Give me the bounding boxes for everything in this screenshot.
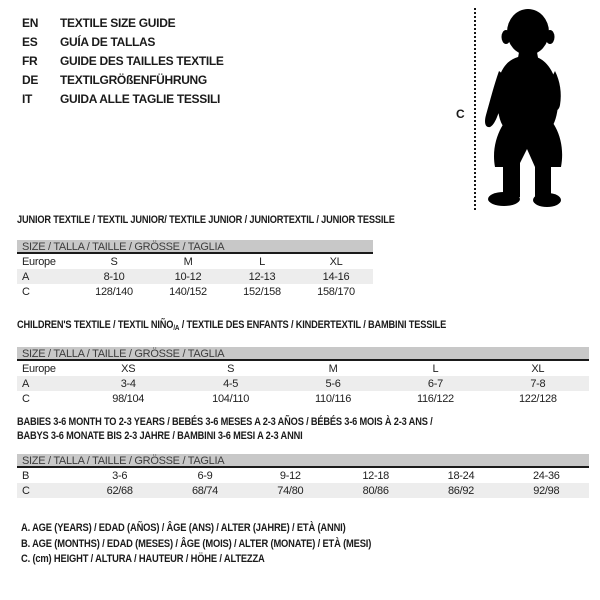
language-label: TEXTILGRÖßENFÜHRUNG: [60, 72, 207, 87]
section-title-babies-line1: BABIES 3-6 MONTH TO 2-3 YEARS / BEBÉS 3-6 MESES A 2-3 AÑOS / BÉBÉS 3-6 MOIS À 2-3 ANS /: [17, 416, 433, 428]
height-measure-label-c: C: [456, 107, 465, 121]
table-cell: XS: [121, 362, 136, 375]
size-header-bar: SIZE / TALLA / TAILLE / GRÖSSE / TAGLIA: [17, 454, 589, 468]
table-cell: 116/122: [416, 392, 454, 405]
table-cell: 24-36: [532, 469, 560, 482]
language-row-fr: [22, 51, 224, 70]
table-row-age-months: [17, 468, 589, 483]
table-cell: 18-24: [447, 469, 475, 482]
size-header-bar: SIZE / TALLA / TAILLE / GRÖSSE / TAGLIA: [17, 240, 373, 254]
language-code: FR: [22, 53, 38, 68]
table-cell: 128/140: [95, 285, 133, 298]
language-row-es: [22, 32, 224, 51]
table-cell: 80/86: [362, 484, 389, 497]
table-cell: 8-10: [103, 270, 125, 283]
size-header-bar: SIZE / TALLA / TAILLE / GRÖSSE / TAGLIA: [17, 347, 589, 361]
table-cell: 74/80: [277, 484, 304, 497]
table-cell: 158/170: [317, 285, 355, 298]
table-row-europe: [17, 361, 589, 376]
footnote-a-age-years: A. AGE (YEARS) / EDAD (AÑOS) / ÂGE (ANS) / ALTER (JAHRE) / ETÀ (ANNI): [21, 522, 346, 534]
language-label: GUIDA ALLE TAGLIE TESSILI: [60, 91, 221, 106]
table-cell: 98/104: [112, 392, 145, 405]
table-cell: 152/158: [243, 285, 281, 298]
language-code: IT: [22, 91, 33, 106]
language-row-en: [22, 13, 224, 32]
height-measure-dotted-line: [474, 8, 476, 210]
row-label: Europe: [22, 362, 56, 375]
language-list: [22, 13, 224, 108]
table-cell: 5-6: [325, 377, 341, 390]
table-cell: 110/116: [315, 392, 352, 405]
row-label: A: [22, 377, 30, 390]
table-cell: L: [259, 255, 265, 268]
footnote-b-age-months: B. AGE (MONTHS) / EDAD (MESES) / ÂGE (MOIS) / ALTER (MONATE) / ETÀ (MESI): [21, 537, 372, 550]
table-cell: 92/98: [533, 484, 560, 497]
row-label: C: [22, 285, 30, 298]
footnotes: [21, 521, 433, 568]
row-label: B: [22, 469, 30, 482]
table-cell: 62/68: [106, 484, 133, 497]
table-cell: 10-12: [174, 270, 202, 283]
table-cell: 122/128: [518, 392, 557, 405]
table-cell: L: [432, 362, 439, 375]
table-cell: 12-13: [248, 270, 276, 283]
table-cell: M: [183, 255, 193, 268]
table-cell: 104/110: [212, 392, 250, 405]
baby-silhouette: [482, 5, 572, 209]
section-title-junior: JUNIOR TEXTILE / TEXTIL JUNIOR/ TEXTILE JUNIOR / JUNIORTEXTIL / JUNIOR TESSILE: [17, 214, 395, 226]
language-label: GUIDE DES TAILLES TEXTILE: [60, 53, 224, 68]
row-label: Europe: [22, 255, 56, 268]
table-cell: XL: [531, 362, 545, 375]
table-row-age-years: [17, 376, 589, 391]
table-row-height: [17, 391, 589, 406]
table-row-height: [17, 284, 373, 299]
language-row-it: [22, 89, 224, 108]
language-label: TEXTILE SIZE GUIDE: [60, 15, 176, 30]
row-label: C: [22, 484, 30, 497]
language-label: GUÍA DE TALLAS: [60, 34, 156, 49]
junior-size-table: [17, 240, 373, 299]
table-cell: 12-18: [362, 469, 389, 482]
table-cell: XL: [329, 255, 343, 268]
section-babies: [17, 415, 589, 498]
table-cell: 68/74: [191, 484, 218, 497]
language-code: ES: [22, 34, 38, 49]
table-cell: 140/152: [169, 285, 207, 298]
table-cell: 6-7: [427, 377, 443, 390]
section-junior: [17, 213, 395, 299]
table-cell: 9-12: [279, 469, 301, 482]
children-size-table: [17, 347, 589, 406]
table-cell: 4-5: [223, 377, 239, 390]
language-code: DE: [22, 72, 39, 87]
section-title-babies-line2: BABYS 3-6 MONATE BIS 2-3 JAHRE / BAMBINI 3-6 MESI A 2-3 ANNI: [17, 430, 303, 442]
table-cell: 6-9: [197, 469, 213, 482]
table-row-europe: [17, 254, 373, 269]
row-label: C: [22, 392, 30, 405]
section-children: [17, 318, 589, 406]
section-title-children: CHILDREN'S TEXTILE / TEXTIL NIÑO/A / TEXTILE DES ENFANTS / KINDERTEXTIL / BAMBINI TESSILE: [17, 319, 447, 332]
footnote-c-height: C. (cm) HEIGHT / ALTURA / HAUTEUR / HÖHE / ALTEZZA: [21, 553, 265, 565]
table-row-age-years: [17, 269, 373, 284]
table-cell: S: [227, 362, 235, 375]
table-cell: 3-4: [120, 377, 136, 390]
babies-size-table: [17, 454, 589, 498]
row-label: A: [22, 270, 30, 283]
table-cell: S: [110, 255, 118, 268]
language-code: EN: [22, 15, 39, 30]
table-row-height: [17, 483, 589, 498]
table-cell: 7-8: [530, 377, 546, 390]
table-cell: 3-6: [112, 469, 128, 482]
table-cell: 14-16: [322, 270, 350, 283]
language-row-de: [22, 70, 224, 89]
table-cell: M: [328, 362, 338, 375]
table-cell: 86/92: [447, 484, 474, 497]
